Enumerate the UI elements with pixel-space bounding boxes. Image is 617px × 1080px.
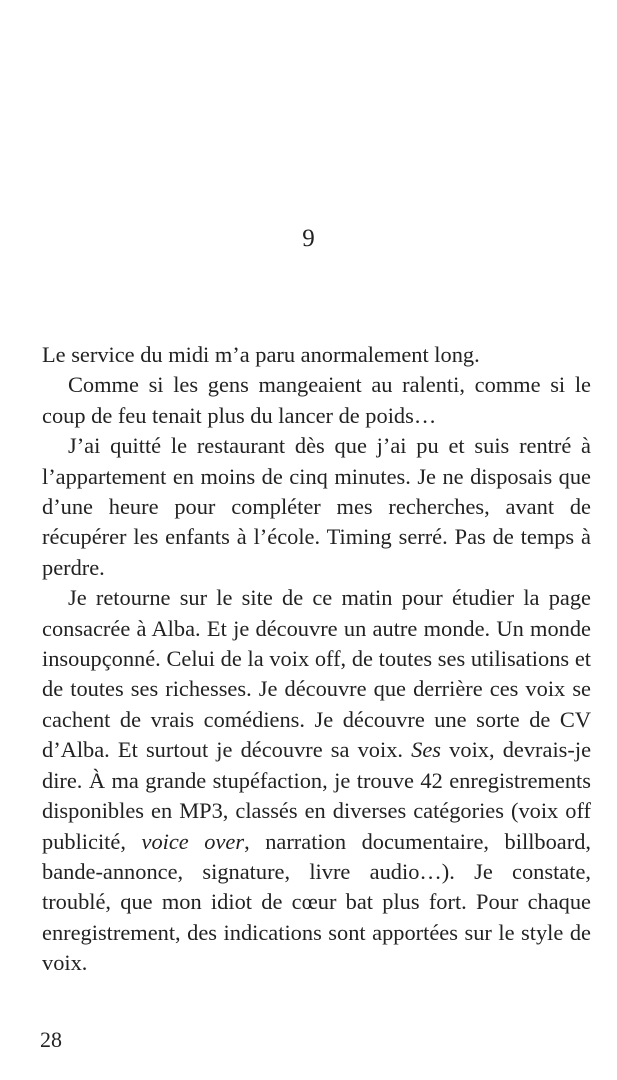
chapter-number: 9: [302, 225, 315, 252]
text-segment: Je retourne sur le site de ce matin pour étudier la page consacrée à Alba. Et je découvre un autre monde. Un monde insoupçonné. Celui de la voix off, de toutes ses utilisations et de toutes ses richesses. Je découvre que derrière ces voix se cachent de vrais comédiens. Je découvre une sorte de CV d’Alba. Et surtout je découvre sa voix.: [42, 585, 591, 763]
italic-text-segment: voice over: [141, 828, 245, 854]
text-segment: voix, devrais-je dire. À ma grande stupéfaction, je trouve 42 enregistrements disponibles en MP3, classés en diverses catégories (voix off publicité,: [42, 737, 592, 854]
paragraph: [42, 340, 591, 370]
text-segment: , narration documentaire, billboard, bande-annonce, signature, livre audio…). Je constate, troublé, que mon idiot de cœur bat plus fort. Pour chaque enregistrement, des indications sont apportées sur le style de voix.: [42, 828, 591, 976]
italic-text-segment: Ses: [411, 737, 442, 763]
text-segment: Le service du midi m’a paru anormalement long.: [42, 342, 480, 367]
page-number: 28: [40, 1027, 62, 1052]
body-text: [42, 340, 591, 979]
paragraph: [42, 431, 591, 583]
paragraph: [42, 583, 591, 978]
text-segment: J’ai quitté le restaurant dès que j’ai pu et suis rentré à l’appartement en moins de cinq minutes. Je ne disposais que d’une heure pour compléter mes recherches, avant de récupérer les enfants à l’école. Timing serré. Pas de temps à perdre.: [42, 433, 591, 580]
paragraph: [42, 370, 591, 431]
text-segment: Comme si les gens mangeaient au ralenti, comme si le coup de feu tenait plus du lancer de poids…: [42, 372, 591, 428]
